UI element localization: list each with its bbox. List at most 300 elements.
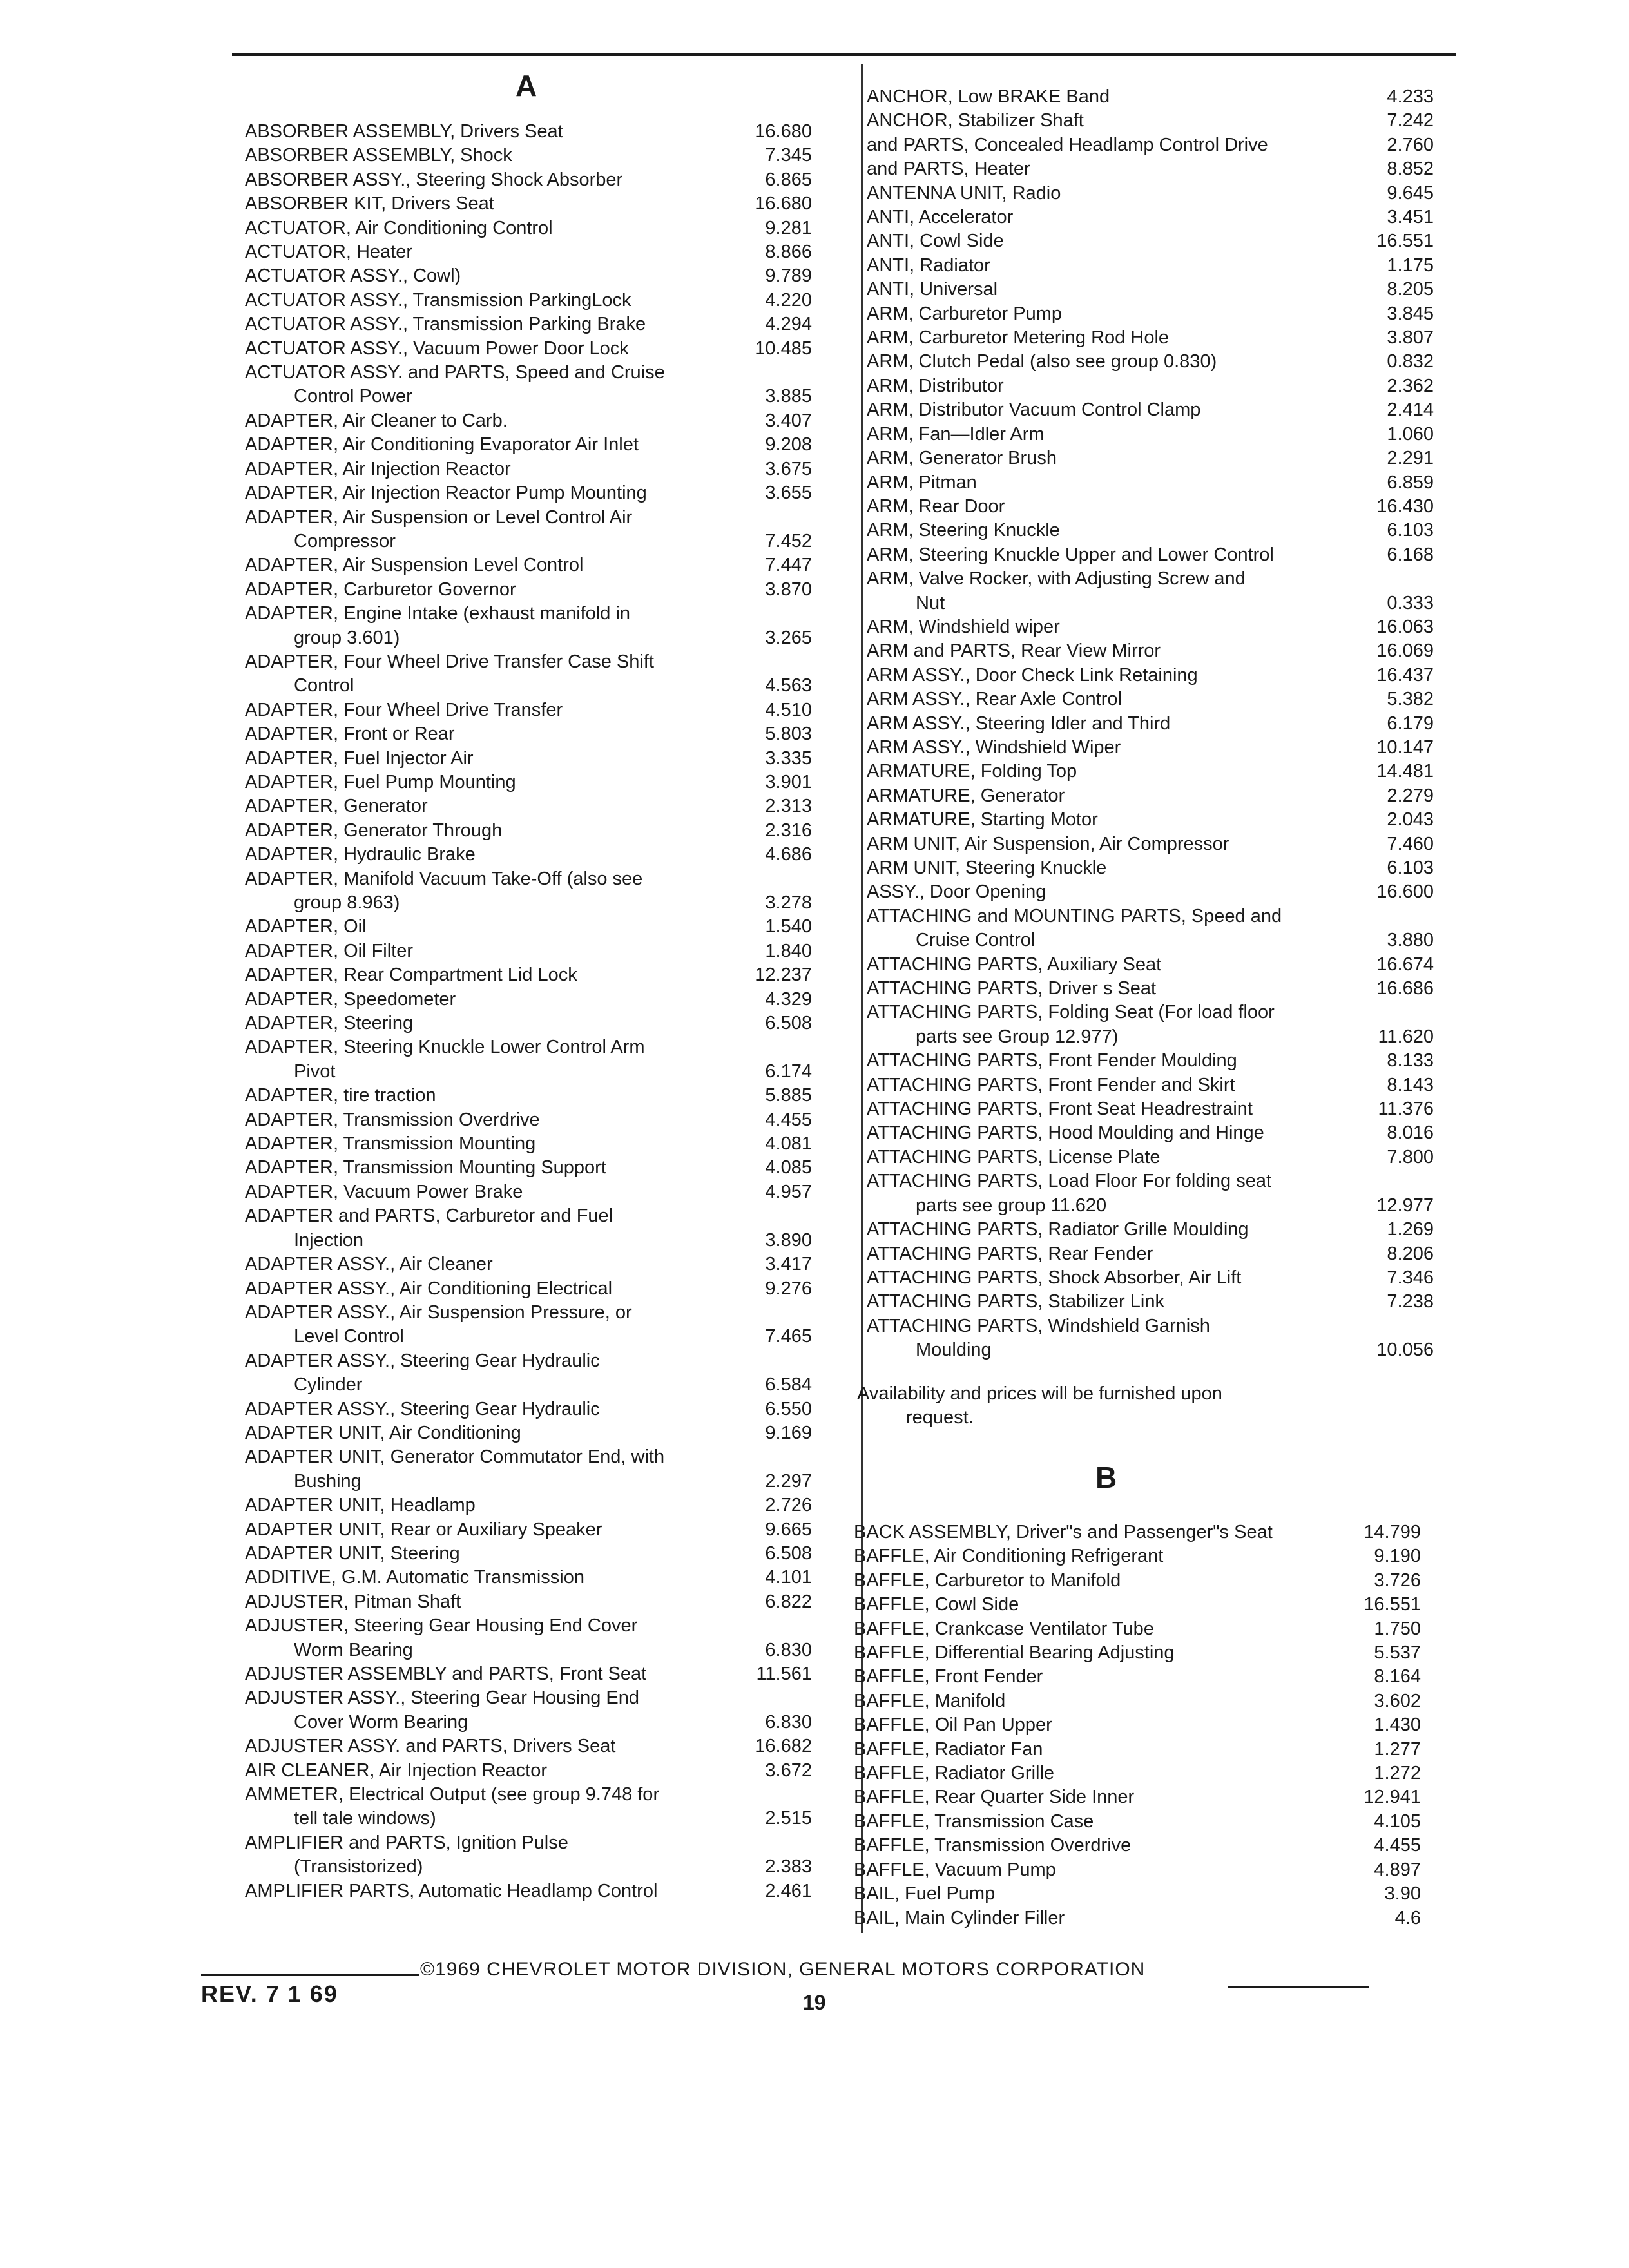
entry-group-number: 3.901 (765, 771, 812, 793)
entry-label: ATTACHING PARTS, Rear Fender (867, 1243, 1153, 1264)
entry-group-number: 4.085 (765, 1157, 812, 1178)
index-entry (245, 1518, 812, 1542)
index-entry (854, 1834, 1421, 1858)
entry-label: ADAPTER, Transmission Mounting (245, 1133, 536, 1155)
index-entry (867, 977, 1434, 1001)
entry-label: ATTACHING PARTS, Front Fender Moulding (867, 1050, 1237, 1072)
entry-label: ANCHOR, Stabilizer Shaft (867, 110, 1084, 131)
index-entry (867, 953, 1434, 977)
index-entry (245, 963, 812, 987)
entry-group-number: 1.060 (1387, 423, 1434, 445)
entry-label: ARMATURE, Generator (867, 785, 1065, 806)
entry-group-number: 3.90 (1384, 1883, 1421, 1905)
entry-label: ADJUSTER ASSEMBLY and PARTS, Front Seat (245, 1664, 647, 1684)
entry-group-number: 3.870 (765, 579, 812, 600)
entry-label: Control Power (294, 386, 412, 407)
index-entry (245, 747, 812, 771)
entry-label: AMPLIFIER and PARTS, Ignition Pulse (245, 1832, 568, 1853)
index-entry (245, 1421, 812, 1445)
entry-label: BAFFLE, Radiator Fan (854, 1738, 1043, 1760)
entry-label: ADAPTER ASSY., Air Conditioning Electrical (245, 1278, 613, 1299)
index-entry (867, 905, 1434, 953)
entry-group-number: 3.880 (1387, 930, 1434, 951)
index-entry (245, 1542, 812, 1566)
index-entry (245, 794, 812, 818)
section-letter-b: B (1095, 1461, 1117, 1494)
index-entry (867, 1266, 1434, 1290)
index-entry (867, 880, 1434, 904)
entry-label: ADAPTER, Manifold Vacuum Take-Off (also see (245, 868, 643, 889)
entry-label: ADAPTER, Steering (245, 1013, 414, 1034)
entry-label: ADAPTER ASSY., Air Suspension Pressure, or (245, 1302, 632, 1323)
index-entry (245, 988, 812, 1012)
entry-group-number: 8.143 (1387, 1074, 1434, 1095)
index-entry (245, 1301, 812, 1349)
entry-label: ADAPTER, tire traction (245, 1085, 436, 1106)
entry-label: ARM, Steering Knuckle (867, 520, 1060, 541)
entry-label: ADAPTER, Vacuum Power Brake (245, 1181, 523, 1202)
entry-group-number: 4.957 (765, 1181, 812, 1202)
entry-label: Cylinder (294, 1374, 363, 1396)
index-entry (245, 1879, 812, 1903)
entry-label: ADAPTER, Oil Filter (245, 940, 414, 961)
entry-label: ATTACHING PARTS, Radiator Grille Moulding (867, 1219, 1249, 1240)
entry-label: ADDITIVE, G.M. Automatic Transmission (245, 1567, 584, 1588)
index-entry (867, 1314, 1434, 1363)
entry-group-number: 2.313 (765, 796, 812, 817)
index-entry (854, 1882, 1421, 1906)
index-entry (245, 1180, 812, 1204)
entry-group-number: 3.417 (765, 1254, 812, 1275)
entry-group-number: 7.447 (765, 555, 812, 576)
entry-label: ATTACHING PARTS, Hood Moulding and Hinge (867, 1122, 1264, 1144)
entry-group-number: 14.481 (1376, 761, 1434, 782)
entry-label: ADAPTER, Transmission Overdrive (245, 1109, 540, 1130)
entry-label: ACTUATOR ASSY., Vacuum Power Door Lock (245, 338, 629, 359)
entry-group-number: 3.672 (765, 1760, 812, 1781)
entry-label: Pivot (294, 1061, 336, 1082)
index-entry (867, 615, 1434, 639)
index-entry (245, 1783, 812, 1831)
entry-group-number: 10.056 (1376, 1340, 1434, 1361)
entry-group-number: 9.276 (765, 1278, 812, 1299)
entry-label: ARM, Generator Brush (867, 448, 1057, 469)
index-entry (867, 133, 1434, 157)
entry-group-number: 1.272 (1374, 1763, 1421, 1784)
entry-group-number: 0.333 (1387, 592, 1434, 613)
entry-label: ARM, Steering Knuckle Upper and Lower Control (867, 544, 1274, 565)
index-entry (854, 1713, 1421, 1737)
entry-label: ADAPTER UNIT, Steering (245, 1542, 460, 1564)
availability-line-1: Availability and prices will be furnished upon (857, 1383, 1222, 1404)
entry-label: ARM and PARTS, Rear View Mirror (867, 640, 1161, 662)
entry-label: ARMATURE, Starting Motor (867, 809, 1098, 831)
entry-label: ATTACHING PARTS, Auxiliary Seat (867, 954, 1162, 975)
section-letter-a: A (516, 69, 537, 102)
index-entry (245, 506, 812, 554)
entry-group-number: 12.237 (755, 965, 812, 986)
entry-label: ADJUSTER, Pitman Shaft (245, 1591, 461, 1612)
entry-group-number: 1.750 (1374, 1618, 1421, 1639)
entry-label: Cover Worm Bearing (294, 1711, 468, 1733)
entry-group-number: 2.362 (1387, 375, 1434, 396)
entry-label: ARM, Distributor (867, 375, 1004, 396)
entry-group-number: 7.800 (1387, 1146, 1434, 1168)
index-entry (867, 302, 1434, 326)
entry-group-number: 6.168 (1387, 544, 1434, 565)
entry-group-number: 12.941 (1364, 1787, 1421, 1808)
entry-group-number: 4.105 (1374, 1811, 1421, 1832)
entry-group-number: 14.799 (1364, 1522, 1421, 1542)
entry-group-number: 2.726 (765, 1495, 812, 1516)
index-entry (245, 698, 812, 722)
entry-label: AMMETER, Electrical Output (see group 9.748 for (245, 1784, 660, 1805)
footer-rule-left (201, 1974, 419, 1976)
entry-group-number: 1.269 (1387, 1219, 1434, 1240)
entry-group-number: 6.103 (1387, 520, 1434, 541)
entry-group-number: 6.508 (765, 1013, 812, 1034)
entry-group-number: 2.291 (1387, 448, 1434, 469)
index-entry (867, 1097, 1434, 1121)
entry-group-number: 8.133 (1387, 1050, 1434, 1072)
entry-label: ADJUSTER, Steering Gear Housing End Cover (245, 1615, 638, 1637)
entry-label: ADAPTER ASSY., Steering Gear Hydraulic (245, 1398, 600, 1419)
entry-group-number: 16.430 (1376, 495, 1434, 517)
index-entry (245, 867, 812, 916)
entry-label: BAFFLE, Transmission Overdrive (854, 1835, 1132, 1856)
entry-group-number: 3.335 (765, 747, 812, 769)
index-entry (245, 1084, 812, 1108)
entry-group-number: 6.103 (1387, 858, 1434, 878)
index-entry (245, 144, 812, 168)
entry-group-number: 16.674 (1376, 954, 1434, 975)
index-entry (245, 168, 812, 192)
index-entry (867, 784, 1434, 808)
entry-group-number: 2.043 (1387, 809, 1434, 831)
index-entry (867, 182, 1434, 206)
entry-group-number: 9.665 (765, 1519, 812, 1540)
index-entry (854, 1858, 1421, 1882)
entry-label: ADAPTER, Speedometer (245, 988, 456, 1010)
entry-label: BAFFLE, Crankcase Ventilator Tube (854, 1618, 1154, 1639)
entry-group-number: 16.437 (1376, 664, 1434, 686)
index-entry (867, 157, 1434, 181)
index-entry (245, 481, 812, 505)
entry-group-number: 3.890 (765, 1229, 812, 1251)
index-entry (245, 264, 812, 288)
entry-label: ADAPTER, Oil (245, 916, 367, 937)
entry-group-number: 4.455 (1374, 1835, 1421, 1856)
index-entry (245, 1277, 812, 1301)
index-entry (245, 240, 812, 264)
entry-group-number: 3.407 (765, 410, 812, 431)
index-entry (245, 1686, 812, 1735)
entry-label: group 3.601) (294, 627, 400, 648)
entry-label: ARM, Pitman (867, 472, 977, 493)
index-entry (854, 1810, 1421, 1834)
index-entry (245, 819, 812, 843)
entry-label: ATTACHING PARTS, Driver s Seat (867, 978, 1157, 999)
entry-label: BACK ASSEMBLY, Driver"s and Passenger"s Seat (854, 1522, 1273, 1542)
entry-group-number: 7.345 (765, 145, 812, 166)
entry-label: ADAPTER, Four Wheel Drive Transfer Case Shift (245, 651, 654, 672)
index-entry (245, 1156, 812, 1180)
entry-label: ADAPTER ASSY., Steering Gear Hydraulic (245, 1350, 600, 1371)
entry-group-number: 3.278 (765, 892, 812, 913)
entry-label: ACTUATOR ASSY., Cowl) (245, 265, 461, 287)
entry-group-number: 16.680 (755, 193, 812, 215)
index-entry (867, 85, 1434, 109)
entry-group-number: 6.584 (765, 1374, 812, 1396)
entry-group-number: 5.382 (1387, 689, 1434, 710)
entry-label: Moulding (916, 1340, 992, 1361)
entry-group-number: 10.485 (755, 338, 812, 359)
entry-group-number: 4.897 (1374, 1859, 1421, 1880)
entry-label: ATTACHING and MOUNTING PARTS, Speed and (867, 905, 1282, 927)
index-entry (245, 939, 812, 963)
entry-group-number: 8.852 (1387, 159, 1434, 180)
index-entry (245, 1759, 812, 1783)
entry-label: ARM ASSY., Windshield Wiper (867, 736, 1121, 758)
entry-group-number: 3.451 (1387, 207, 1434, 228)
right-index-column-a (867, 85, 1434, 1363)
entry-label: ADAPTER UNIT, Headlamp (245, 1495, 476, 1516)
index-entry (867, 1169, 1434, 1218)
index-entry (245, 337, 812, 361)
entry-group-number: 2.316 (765, 820, 812, 841)
entry-label: ACTUATOR, Air Conditioning Control (245, 217, 553, 238)
entry-label: ADAPTER UNIT, Rear or Auxiliary Speaker (245, 1519, 602, 1540)
entry-label: BAFFLE, Manifold (854, 1690, 1006, 1711)
index-entry (867, 736, 1434, 760)
entry-label: BAFFLE, Front Fender (854, 1666, 1043, 1687)
index-entry (867, 495, 1434, 519)
entry-group-number: 11.620 (1378, 1026, 1434, 1047)
entry-label: ATTACHING PARTS, Shock Absorber, Air Lift (867, 1267, 1242, 1288)
entry-group-number: 7.460 (1387, 833, 1434, 854)
entry-group-number: 8.016 (1387, 1122, 1434, 1144)
entry-label: ADAPTER UNIT, Generator Commutator End, with (245, 1446, 665, 1468)
entry-group-number: 16.680 (755, 121, 812, 142)
index-entry (854, 1689, 1421, 1713)
index-entry (854, 1762, 1421, 1785)
entry-group-number: 4.329 (765, 988, 812, 1010)
entry-label: ACTUATOR ASSY. and PARTS, Speed and Cruise (245, 362, 665, 383)
entry-label: ADJUSTER ASSY., Steering Gear Housing End (245, 1687, 639, 1709)
index-entry (867, 1073, 1434, 1097)
index-entry (854, 1785, 1421, 1809)
entry-label: ADAPTER, Front or Rear (245, 724, 455, 745)
entry-group-number: 11.376 (1378, 1099, 1434, 1120)
entry-label: ARM, Windshield wiper (867, 616, 1060, 637)
entry-label: ADAPTER, Air Suspension Level Control (245, 555, 584, 576)
index-entry (867, 1121, 1434, 1145)
entry-label: ADAPTER, Transmission Mounting Support (245, 1157, 606, 1178)
entry-group-number: 7.346 (1387, 1267, 1434, 1288)
entry-group-number: 3.885 (765, 386, 812, 407)
index-entry (245, 409, 812, 433)
index-entry (245, 843, 812, 867)
entry-group-number: 9.789 (765, 265, 812, 287)
index-entry (245, 192, 812, 216)
entry-label: ADAPTER and PARTS, Carburetor and Fuel (245, 1206, 613, 1227)
entry-label: ANCHOR, Low BRAKE Band (867, 86, 1110, 107)
entry-label: ATTACHING PARTS, Stabilizer Link (867, 1291, 1164, 1312)
index-entry (867, 350, 1434, 374)
index-entry (854, 1738, 1421, 1762)
entry-group-number: 16.600 (1376, 881, 1434, 903)
revision-date: REV. 7 1 69 (201, 1981, 338, 2007)
entry-group-number: 10.147 (1376, 736, 1434, 758)
entry-group-number: 6.830 (765, 1711, 812, 1733)
entry-label: ACTUATOR ASSY., Transmission Parking Brake (245, 314, 646, 335)
entry-group-number: 2.279 (1387, 785, 1434, 806)
entry-label: Compressor (294, 530, 396, 552)
index-entry (867, 1290, 1434, 1314)
entry-group-number: 16.551 (1376, 231, 1434, 252)
entry-group-number: 6.822 (765, 1591, 812, 1612)
entry-group-number: 6.550 (765, 1398, 812, 1419)
entry-group-number: 8.205 (1387, 279, 1434, 300)
entry-label: parts see Group 12.977) (916, 1026, 1119, 1047)
entry-group-number: 6.179 (1387, 713, 1434, 734)
index-entry (245, 361, 812, 409)
entry-label: ADAPTER, Fuel Pump Mounting (245, 771, 516, 793)
entry-label: ADAPTER, Air Suspension or Level Control Air (245, 506, 633, 528)
entry-label: ADAPTER, Generator (245, 796, 428, 817)
index-entry (867, 423, 1434, 447)
index-entry (245, 1566, 812, 1590)
entry-label: ARM ASSY., Door Check Link Retaining (867, 664, 1198, 686)
entry-label: ARM, Valve Rocker, with Adjusting Screw and (867, 568, 1246, 590)
entry-label: Injection (294, 1229, 364, 1251)
entry-label: ADAPTER, Fuel Injector Air (245, 747, 474, 769)
entry-group-number: 8.866 (765, 242, 812, 263)
entry-group-number: 6.174 (765, 1061, 812, 1082)
entry-label: ABSORBER KIT, Drivers Seat (245, 193, 494, 215)
entry-group-number: 4.6 (1394, 1907, 1421, 1928)
entry-group-number: 0.832 (1387, 351, 1434, 372)
right-index-column-b (854, 1521, 1421, 1930)
entry-group-number: 5.885 (765, 1085, 812, 1106)
entry-label: ARM, Carburetor Pump (867, 303, 1062, 324)
index-entry (854, 1593, 1421, 1617)
entry-label: ABSORBER ASSEMBLY, Drivers Seat (245, 121, 563, 142)
index-entry (245, 1108, 812, 1132)
index-entry (867, 519, 1434, 543)
entry-group-number: 7.465 (765, 1326, 812, 1347)
index-entry (867, 567, 1434, 615)
index-entry (854, 1641, 1421, 1665)
entry-group-number: 12.977 (1376, 1195, 1434, 1216)
entry-group-number: 11.561 (756, 1664, 812, 1684)
left-index-column (245, 120, 812, 1903)
entry-group-number: 5.537 (1374, 1642, 1421, 1664)
index-entry (854, 1617, 1421, 1641)
entry-label: ARM ASSY., Rear Axle Control (867, 689, 1122, 710)
index-entry (867, 374, 1434, 398)
index-entry (245, 915, 812, 939)
entry-label: ARM, Clutch Pedal (also see group 0.830) (867, 351, 1217, 372)
entry-label: BAIL, Fuel Pump (854, 1883, 996, 1905)
index-entry (867, 447, 1434, 470)
entry-group-number: 4.294 (765, 314, 812, 335)
entry-group-number: 3.655 (765, 483, 812, 504)
entry-group-number: 16.686 (1376, 978, 1434, 999)
index-entry (867, 398, 1434, 422)
entry-label: ARM UNIT, Air Suspension, Air Compressor (867, 833, 1229, 854)
index-entry (867, 1242, 1434, 1266)
entry-label: ADAPTER, Air Cleaner to Carb. (245, 410, 508, 431)
entry-label: ARM ASSY., Steering Idler and Third (867, 713, 1171, 734)
entry-group-number: 2.297 (765, 1470, 812, 1492)
entry-label: AMPLIFIER PARTS, Automatic Headlamp Control (245, 1880, 658, 1901)
index-entry (245, 1494, 812, 1517)
entry-label: ADAPTER, Steering Knuckle Lower Control Arm (245, 1037, 645, 1058)
index-entry (245, 1349, 812, 1398)
entry-group-number: 5.803 (765, 724, 812, 745)
entry-label: BAFFLE, Radiator Grille (854, 1763, 1055, 1784)
index-entry (245, 553, 812, 577)
entry-group-number: 4.563 (765, 675, 812, 697)
entry-group-number: 16.069 (1376, 640, 1434, 662)
entry-group-number: 4.233 (1387, 86, 1434, 107)
index-entry (245, 120, 812, 144)
entry-label: BAFFLE, Transmission Case (854, 1811, 1094, 1832)
entry-label: ANTI, Accelerator (867, 207, 1014, 228)
index-entry (245, 1035, 812, 1084)
footer-copyright: ©1969 CHEVROLET MOTOR DIVISION, GENERAL MOTORS CORPORATION (420, 1959, 1146, 1980)
index-entry (867, 712, 1434, 736)
entry-label: ARM, Distributor Vacuum Control Clamp (867, 399, 1201, 421)
entry-label: ATTACHING PARTS, Folding Seat (For load floor (867, 1002, 1275, 1023)
index-entry (854, 1665, 1421, 1689)
index-entry (245, 771, 812, 794)
entry-group-number: 7.238 (1387, 1291, 1434, 1312)
entry-label: ARM, Rear Door (867, 495, 1005, 517)
entry-label: ADAPTER, Four Wheel Drive Transfer (245, 699, 563, 720)
entry-label: ADAPTER, Rear Compartment Lid Lock (245, 965, 577, 986)
index-entry (867, 664, 1434, 687)
index-entry (867, 687, 1434, 711)
entry-group-number: 9.190 (1374, 1546, 1421, 1567)
entry-group-number: 4.686 (765, 844, 812, 865)
entry-group-number: 6.830 (765, 1639, 812, 1660)
entry-label: ANTENNA UNIT, Radio (867, 182, 1061, 204)
entry-label: ADAPTER, Generator Through (245, 820, 503, 841)
entry-group-number: 1.277 (1374, 1738, 1421, 1760)
index-entry (245, 216, 812, 240)
index-entry (245, 1398, 812, 1421)
entry-label: ABSORBER ASSEMBLY, Shock (245, 145, 512, 166)
entry-label: ATTACHING PARTS, Windshield Garnish (867, 1315, 1210, 1336)
index-entry (867, 856, 1434, 880)
entry-group-number: 9.208 (765, 434, 812, 456)
index-entry (245, 312, 812, 336)
entry-label: ADJUSTER ASSY. and PARTS, Drivers Seat (245, 1736, 616, 1757)
entry-label: BAFFLE, Differential Bearing Adjusting (854, 1642, 1175, 1664)
index-entry (245, 1590, 812, 1614)
entry-group-number: 9.169 (765, 1422, 812, 1443)
entry-label: ACTUATOR ASSY., Transmission ParkingLock (245, 289, 631, 311)
entry-group-number: 1.840 (765, 940, 812, 961)
entry-label: AIR CLEANER, Air Injection Reactor (245, 1760, 548, 1781)
footer-rule-right (1228, 1986, 1369, 1988)
index-entry (245, 1012, 812, 1035)
index-entry (245, 650, 812, 698)
entry-group-number: 16.063 (1376, 616, 1434, 637)
index-entry (867, 1049, 1434, 1073)
